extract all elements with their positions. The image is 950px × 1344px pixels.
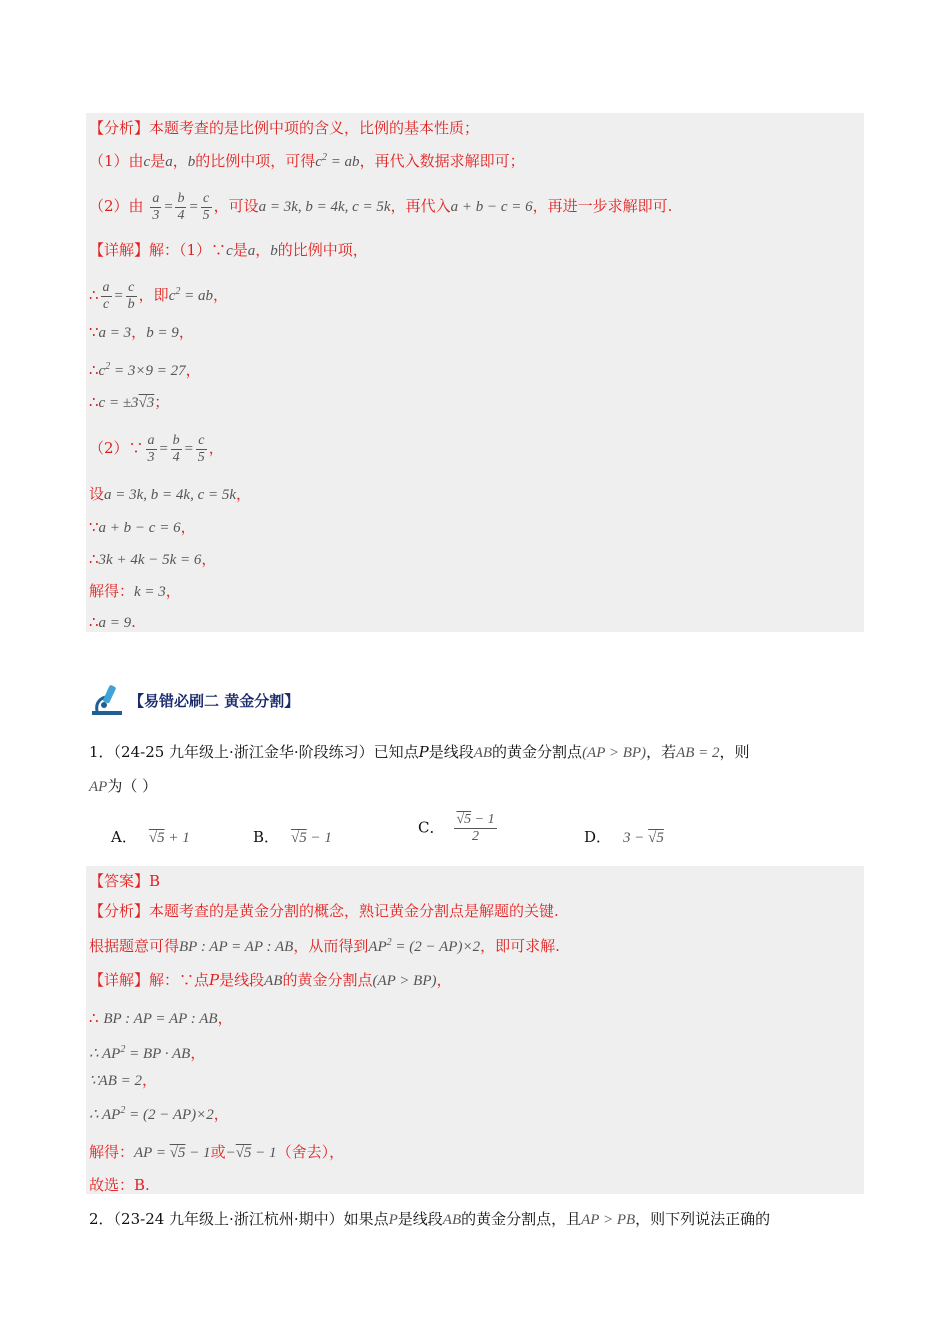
option-c[interactable]: C． $\frac{√5 - 1}{2}$ <box>418 812 495 844</box>
answer-step-3: ∵AB = 2， <box>89 1071 158 1089</box>
q1-line-2: AP为（ ） <box>89 777 158 795</box>
detail-line-8: ∵a + b − c = 6， <box>89 518 196 536</box>
q1-line-1: 1．（24-25 九年级上·浙江金华·阶段练习）已知点P是线段AB的黄金分割点(AP > BP)，若AB = 2，则 <box>89 743 750 761</box>
answer-choice: 故选：B. <box>89 1176 150 1194</box>
answer-step-4: ∴ $AP^2 = (2 - AP)\times 2$， <box>89 1105 229 1123</box>
answer-step-2: ∴ $AP^2$ = BP · AB， <box>89 1044 206 1062</box>
analysis-step1: （1）由c是a，b的比例中项，可得$c^2$ = ab，再代入数据求解即可； <box>89 152 525 170</box>
answer-basis: 根据题意可得BP : AP = AP : AB，从而得到$AP^2 = (2 - AP)\times 2$，即可求解. <box>89 937 560 955</box>
analysis-step2: （2）由 $\frac{a}{3}$ = $\frac{b}{4}$ = $\frac{c}{5}$ ，可设a = 3k, b = 4k, c = 5k，再代入a + b − c = 6，再进一步求解即可. <box>89 190 673 223</box>
microscope-icon <box>89 683 125 717</box>
analysis-line: 【分析】本题考查的是比例中项的含义，比例的基本性质； <box>89 119 480 137</box>
answer-detail-intro: 【详解】解：∵点P是线段AB的黄金分割点(AP > BP)， <box>89 971 452 989</box>
detail-line-4: $\therefore c^2 = 3\times 9 = 27$， <box>89 361 201 379</box>
detail-line-9: ∴3k + 4k − 5k = 6， <box>89 550 217 568</box>
answer-solve: 解得：AP = √5 − 1或−√5 − 1（舍去）， <box>89 1143 345 1161</box>
answer-line: 【答案】B <box>89 872 161 890</box>
answer-analysis: 【分析】本题考查的是黄金分割的概念，熟记黄金分割点是解题的关键. <box>89 902 559 920</box>
option-b[interactable]: B． √5 − 1 <box>253 828 332 846</box>
detail-line-11: ∴a = 9. <box>89 613 136 631</box>
detail-line-5: ∴c = ±3√3； <box>89 393 170 411</box>
option-a[interactable]: A． √5 + 1 <box>111 828 190 846</box>
detail-line-3: ∵a = 3，b = 9， <box>89 323 194 341</box>
detail-line-10: 解得：k = 3， <box>89 582 181 600</box>
detail-line-2: ∴ $\frac{a}{c}$ = $\frac{c}{b}$ ，即$c^2$ = ab， <box>89 279 228 312</box>
detail-intro: 【详解】解：（1）∵c是a，b的比例中项， <box>89 241 368 259</box>
q2-line-1: 2．（23-24 九年级上·浙江杭州·期中）如果点P是线段AB的黄金分割点，且AP > PB，则下列说法正确的 <box>89 1210 771 1228</box>
detail-line-7: 设a = 3k, b = 4k, c = 5k， <box>89 485 252 503</box>
section-header: 【易错必刷二 黄金分割】 <box>89 683 299 717</box>
option-d[interactable]: D． 3 − √5 <box>584 828 664 846</box>
detail-line-6: （2）∵ $\frac{a}{3}$ = $\frac{b}{4}$ = $\frac{c}{5}$ ， <box>89 432 224 465</box>
answer-step-1: ∴ BP : AP = AP : AB， <box>89 1009 233 1027</box>
